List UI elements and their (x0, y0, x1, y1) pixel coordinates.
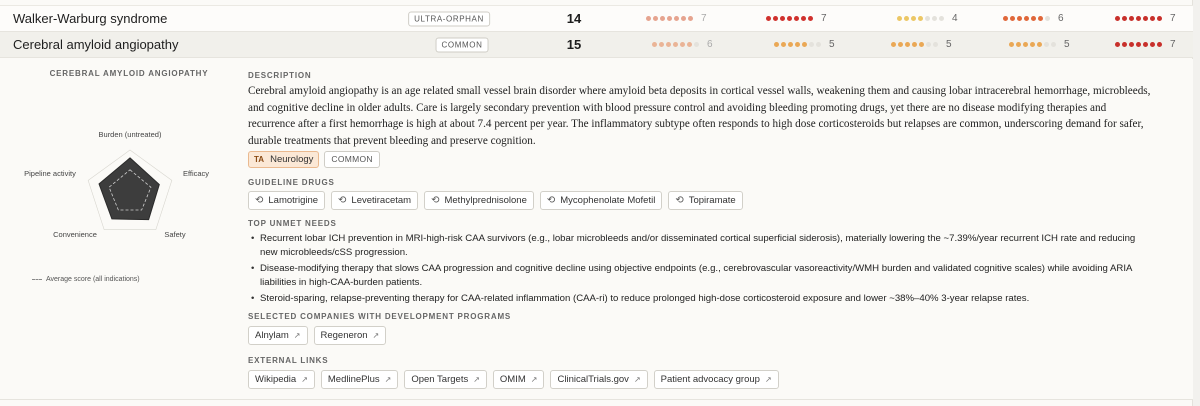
chip-label: Regeneron (320, 330, 368, 341)
rating-dot (1157, 42, 1162, 47)
rating-dot (787, 16, 792, 21)
radar-axis-label-burden: Burden (untreated) (98, 130, 162, 139)
rating-dot (1143, 16, 1148, 21)
indication-detail-panel (0, 59, 1193, 400)
rating-dot (1115, 42, 1120, 47)
indication-name: Walker-Warburg syndrome (13, 11, 168, 26)
pill-icon: ⟲ (546, 195, 556, 206)
external-link-icon: ↗ (293, 331, 301, 340)
radar-chart (10, 119, 250, 269)
table-row-selected[interactable] (0, 32, 1193, 58)
rating-dot (1115, 16, 1120, 21)
rating-dot (919, 42, 924, 47)
external-link-icon: ↗ (301, 375, 308, 384)
rating-convenience (1009, 39, 1070, 50)
chip-label: ClinicalTrials.gov (557, 374, 629, 385)
legend-dash-icon (32, 279, 42, 280)
rating-dot (795, 42, 800, 47)
unmet-needs-label: TOP UNMET NEEDS (248, 219, 337, 228)
external-link-icon: ↗ (384, 375, 392, 384)
rating-dot (1051, 42, 1056, 47)
rating-dot (1122, 42, 1127, 47)
rating-dot (659, 42, 664, 47)
prevalence-badge: COMMON (436, 37, 489, 52)
chip-label: MedlinePlus (327, 374, 380, 385)
guideline-drug-list (248, 191, 743, 210)
rating-dot (816, 42, 821, 47)
rating-dot (673, 42, 678, 47)
rating-dot (781, 42, 786, 47)
radar-axis-label-pipeline: Pipeline activity (24, 169, 76, 178)
company-link-chip[interactable] (314, 326, 387, 345)
guideline-drug-chip[interactable] (540, 191, 662, 210)
rating-safety (897, 13, 958, 24)
rating-dot (681, 16, 686, 21)
list-item: • Steroid-sparing, relapse-preventing therapy for CAA-related inflammation (CAA-ri) to reduce prolonged high-dose corticosteroid exposure and lower ~38%–40% 3-year relapse rates. (260, 292, 1140, 306)
unmet-needs-list (260, 232, 1140, 309)
total-score: 15 (566, 37, 582, 52)
pill-icon: ⟲ (431, 195, 440, 206)
external-link-chip[interactable] (248, 370, 315, 389)
rating-dot (1038, 16, 1043, 21)
rating-dot (646, 16, 651, 21)
external-links-label: EXTERNAL LINKS (248, 356, 329, 365)
rating-dot (774, 42, 779, 47)
rating-dot (766, 16, 771, 21)
company-link-chip[interactable] (248, 326, 308, 345)
rating-dot (926, 42, 931, 47)
rating-safety (891, 39, 952, 50)
chip-label: Alnylam (255, 330, 289, 341)
rating-dot (1037, 42, 1042, 47)
rating-dot (1129, 42, 1134, 47)
external-link-chip[interactable] (404, 370, 487, 389)
external-link-chip[interactable] (321, 370, 398, 389)
indication-name: Cerebral amyloid angiopathy (13, 37, 179, 52)
rating-pipeline (1115, 13, 1176, 24)
rating-dot (1017, 16, 1022, 21)
rating-dot (911, 16, 916, 21)
chip-label: Wikipedia (255, 374, 297, 385)
rating-dot (694, 42, 699, 47)
rating-dot (932, 16, 937, 21)
radar-title: CEREBRAL AMYLOID ANGIOPATHY (49, 69, 209, 78)
radar-axis-label-safety: Safety (164, 230, 186, 239)
guideline-drug-chip[interactable] (424, 191, 534, 210)
rating-dot (1044, 42, 1049, 47)
chip-label: Mycophenolate Mofetil (560, 195, 656, 206)
rating-dot (1003, 16, 1008, 21)
chip-label: Levetiracetam (351, 195, 412, 206)
ta-prefix: TA (254, 155, 265, 164)
rating-dot (897, 16, 902, 21)
chip-label: Open Targets (411, 374, 469, 385)
rating-dot (1143, 42, 1148, 47)
total-score: 14 (566, 11, 582, 26)
companies-label: SELECTED COMPANIES WITH DEVELOPMENT PROGRAMS (248, 312, 512, 321)
external-link-icon: ↗ (473, 375, 480, 384)
rating-dot (802, 42, 807, 47)
guideline-drugs-label: GUIDELINE DRUGS (248, 178, 335, 187)
rating-dot (939, 16, 944, 21)
prevalence-tag: COMMON (324, 151, 379, 168)
radar-score-shape (99, 158, 159, 220)
therapeutic-area-tag[interactable] (248, 151, 319, 168)
description-text: Cerebral amyloid angiopathy is an age related small vessel brain disorder where amyloid beta deposits in cortical vessel walls, weakening them and causing lobar intracerebral hemorrhage, microbleeds, and cognitive decline in older adults. Care is largely secondary prevention with blood pressure control and avoiding bleeding promoting drugs, yet there are no disease modifying therapies and recurrence after a first hemorrhage is high at about 7.4 percent per year. The inflammatory subtype often responds to high dose corticosteroids but relapses are common, underscoring demand for safer, durable treatments that prevent bleeding and preserve cognition. (248, 85, 1151, 147)
rating-dot (904, 16, 909, 21)
rating-count: 7 (1170, 39, 1176, 50)
rating-dot (1150, 42, 1155, 47)
pill-icon: ⟲ (255, 195, 264, 206)
chip-label: Patient advocacy group (660, 374, 760, 385)
company-list (248, 326, 386, 345)
rating-count: 5 (829, 39, 835, 50)
rating-efficacy (774, 39, 835, 50)
rating-dot (780, 16, 785, 21)
list-item: • Disease-modifying therapy that slows CAA progression and cognitive decline using objective endpoints (e.g., cerebrovascular vasoreactivity/WMH burden and validated cognitive scales) while avoiding ARIA liabilities in high-CAA-burden patients. (260, 262, 1140, 289)
rating-dot (788, 42, 793, 47)
rating-count: 7 (1170, 13, 1176, 24)
rating-dot (652, 42, 657, 47)
rating-count: 7 (821, 13, 827, 24)
rating-pipeline (1115, 39, 1176, 50)
guideline-drug-chip[interactable] (668, 191, 742, 210)
rating-dot (808, 16, 813, 21)
rating-dot (933, 42, 938, 47)
rating-dot (674, 16, 679, 21)
external-link-icon: ↗ (764, 375, 772, 384)
pill-icon: ⟲ (338, 195, 347, 206)
external-link-icon: ↗ (372, 331, 380, 340)
table-row[interactable] (0, 5, 1193, 32)
rating-dot (680, 42, 685, 47)
rating-dot (1023, 42, 1028, 47)
rating-dot (1030, 42, 1035, 47)
rating-dot (1010, 16, 1015, 21)
rating-dot (1136, 16, 1141, 21)
rating-dot (667, 16, 672, 21)
rating-dot (1016, 42, 1021, 47)
rating-dot (1045, 16, 1050, 21)
guideline-drug-chip[interactable] (331, 191, 418, 210)
description-label: DESCRIPTION (248, 71, 312, 80)
rating-dot (1031, 16, 1036, 21)
legend-label: Average score (all indications) (46, 276, 140, 283)
ta-name: Neurology (270, 154, 314, 165)
rating-dot (1024, 16, 1029, 21)
external-link-list (248, 370, 779, 389)
external-link-icon: ↗ (530, 375, 538, 384)
chip-label: Lamotrigine (268, 195, 319, 206)
radar-legend (32, 276, 140, 283)
pill-icon: ⟲ (675, 195, 684, 206)
rating-dot (773, 16, 778, 21)
prevalence-badge: ULTRA-ORPHAN (408, 11, 490, 26)
chip-label: OMIM (499, 374, 526, 385)
rating-count: 5 (946, 39, 952, 50)
tag-row (248, 151, 380, 168)
rating-dot (1122, 16, 1127, 21)
external-link-chip[interactable] (493, 370, 545, 389)
rating-burden (652, 39, 713, 50)
rating-dot (912, 42, 917, 47)
rating-dot (891, 42, 896, 47)
rating-dot (809, 42, 814, 47)
rating-count: 6 (707, 39, 713, 50)
rating-dot (1136, 42, 1141, 47)
rating-efficacy (766, 13, 827, 24)
rating-dot (1150, 16, 1155, 21)
rating-dot (653, 16, 658, 21)
rating-dot (688, 16, 693, 21)
rating-count: 7 (701, 13, 707, 24)
rating-dot (925, 16, 930, 21)
chip-label: Methylprednisolone (444, 195, 527, 206)
external-link-icon: ↗ (633, 375, 641, 384)
rating-count: 4 (952, 13, 958, 24)
rating-dot (794, 16, 799, 21)
rating-dot (666, 42, 671, 47)
rating-dot (660, 16, 665, 21)
rating-dot (687, 42, 692, 47)
list-item: • Recurrent lobar ICH prevention in MRI-high-risk CAA survivors (e.g., lobar microbleeds and/or disseminated cortical superficial siderosis), materially lowering the ~7.39%/year recurrent ICH rate and reducing new microbleeds/cSS progression. (260, 232, 1140, 259)
rating-dot (918, 16, 923, 21)
rating-dot (801, 16, 806, 21)
guideline-drug-chip[interactable] (248, 191, 325, 210)
rating-burden (646, 13, 707, 24)
rating-convenience (1003, 13, 1064, 24)
radar-axis-label-efficacy: Efficacy (182, 169, 210, 178)
chip-label: Topiramate (688, 195, 736, 206)
external-link-chip[interactable] (550, 370, 647, 389)
rating-dot (1129, 16, 1134, 21)
external-link-chip[interactable] (654, 370, 779, 389)
rating-count: 5 (1064, 39, 1070, 50)
rating-dot (898, 42, 903, 47)
rating-count: 6 (1058, 13, 1064, 24)
rating-dot (1157, 16, 1162, 21)
rating-dot (905, 42, 910, 47)
rating-dot (1009, 42, 1014, 47)
radar-axis-label-convenience: Convenience (53, 230, 97, 239)
